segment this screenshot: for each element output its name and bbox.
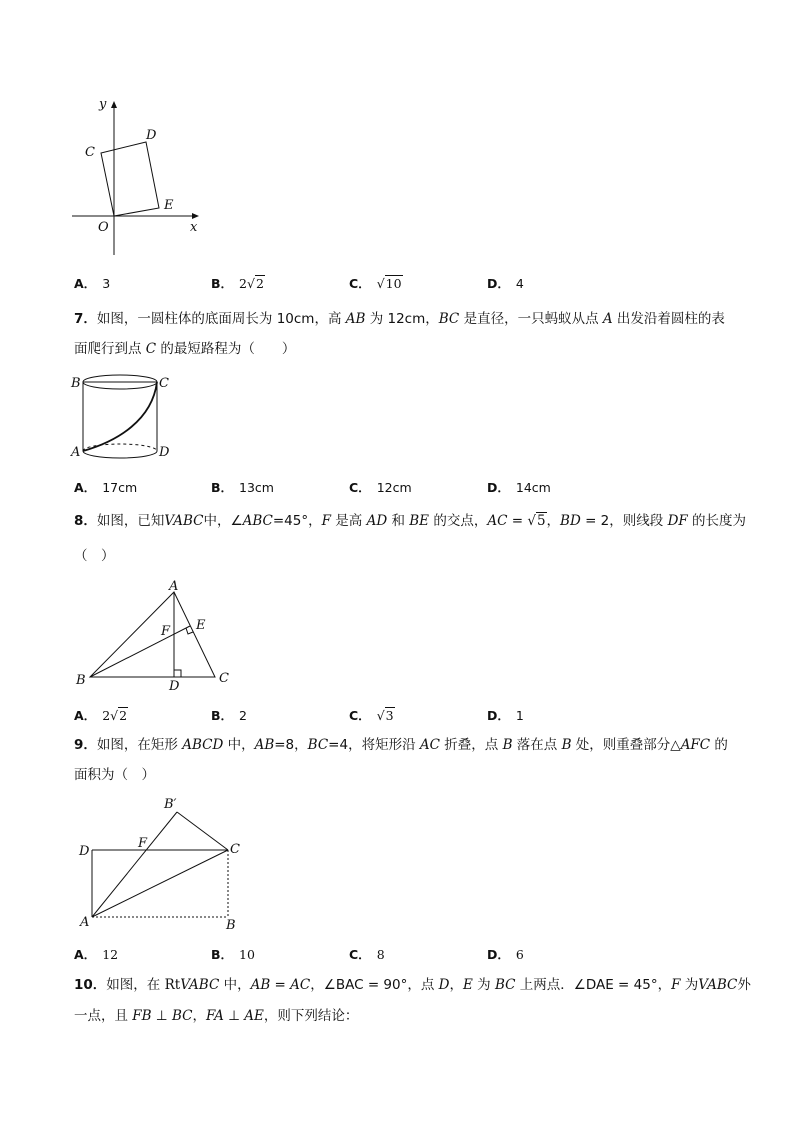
ant-path-curve xyxy=(83,382,157,451)
option-letter: B． xyxy=(211,276,234,291)
label-f: F xyxy=(161,624,171,639)
label-d: D xyxy=(79,844,90,859)
label-d: D xyxy=(159,445,170,460)
label-x: x xyxy=(190,220,198,235)
altitude-be xyxy=(90,626,190,677)
label-e: E xyxy=(196,618,206,633)
label-a: A xyxy=(71,445,81,460)
label-b: B xyxy=(71,376,81,391)
label-c: C xyxy=(159,376,169,391)
q8-option-b: B． 2 xyxy=(211,708,247,723)
option-coef: 2 xyxy=(239,276,247,291)
q8-option-a: A． 2√2 xyxy=(74,708,128,723)
q6-option-a xyxy=(74,274,110,292)
q7-stem-line1: 7．如图，一圆柱体的底面周长为 10cm，高 AB 为 12cm，BC 是直径，一只蚂蚁从点 A 出发沿着圆柱的表 xyxy=(74,311,725,327)
label-b: B xyxy=(76,673,86,688)
q8-stem-line2: （ ） xyxy=(74,548,115,564)
triangle-figure-q8 xyxy=(70,574,240,696)
q9-option-c: C． 8 xyxy=(349,947,385,962)
label-d: D xyxy=(169,679,180,694)
option-value: 3 xyxy=(102,276,111,291)
q8-stem-line1: 8．如图，已知VABC中，∠ABC=45°，F 是高 AD 和 BE 的交点，AC = √5，BD = 2，则线段 DF 的长度为 xyxy=(74,513,747,529)
q10-stem-line1: 10．如图，在 RtVABC 中，AB = AC，∠BAC = 90°，点 D，E 为 BC 上两点．∠DAE = 45°，F 为VABC外 xyxy=(74,977,751,993)
folded-cb-prime xyxy=(177,812,228,850)
q7-option-a: A． 17cm xyxy=(74,480,138,495)
x-axis-arrow xyxy=(192,213,199,219)
folded-ab-prime xyxy=(92,812,177,917)
option-value: 4 xyxy=(515,276,524,291)
label-e: E xyxy=(164,198,174,213)
label-f: F xyxy=(138,836,148,851)
option-letter: C． xyxy=(349,276,371,291)
label-b: B xyxy=(226,918,236,933)
q9-stem-line2: 面积为（ ） xyxy=(74,767,155,783)
q7-option-c: C． 12cm xyxy=(349,480,412,495)
label-a: A xyxy=(80,915,90,930)
q7-option-b: B． 13cm xyxy=(211,480,274,495)
square-ocde xyxy=(101,142,159,216)
option-radicand: 10 xyxy=(385,276,402,291)
q9-stem-line1: 9．如图，在矩形 ABCD 中，AB=8，BC=4，将矩形沿 AC 折叠，点 B 落在点 B 处，则重叠部分△AFC 的 xyxy=(74,737,728,753)
bottom-front-arc xyxy=(83,451,157,458)
label-y: y xyxy=(99,97,107,112)
q6-option-b: B． 2√2 xyxy=(211,276,264,291)
option-radicand: 2 xyxy=(255,276,264,291)
label-b-prime: B′ xyxy=(164,797,177,812)
q8-option-c: C． √3 xyxy=(349,708,394,723)
q9-option-a: A． 12 xyxy=(74,947,119,962)
right-angle-d xyxy=(174,670,181,677)
coordinate-figure xyxy=(66,95,216,260)
q9-option-d: D． 6 xyxy=(487,947,524,962)
q6-option-d xyxy=(487,274,524,292)
option-letter: D． xyxy=(487,276,510,291)
label-c: C xyxy=(219,671,229,686)
label-c: C xyxy=(85,145,95,160)
y-axis-arrow xyxy=(111,101,117,108)
q10-stem-line2: 一点，且 FB ⊥ BC，FA ⊥ AE，则下列结论： xyxy=(74,1008,359,1024)
triangle-abc xyxy=(90,592,215,677)
question-number: 10． xyxy=(74,977,107,993)
label-o: O xyxy=(98,220,109,235)
question-number: 8． xyxy=(74,513,97,529)
q6-option-c: C． √10 xyxy=(349,276,402,291)
rectangle-fold-figure xyxy=(74,793,244,933)
question-number: 9． xyxy=(74,737,97,753)
q7-stem-line2: 面爬行到点 C 的最短路程为（ ） xyxy=(74,341,296,357)
q8-option-d: D． 1 xyxy=(487,708,524,723)
q7-option-d: D． 14cm xyxy=(487,480,551,495)
label-a: A xyxy=(169,579,179,594)
label-d: D xyxy=(146,128,157,143)
label-c: C xyxy=(230,842,240,857)
option-letter: A． xyxy=(74,276,97,291)
cylinder-figure xyxy=(66,368,186,468)
q9-option-b: B． 10 xyxy=(211,947,255,962)
question-number: 7． xyxy=(74,311,97,327)
diagonal-ac xyxy=(92,850,228,917)
